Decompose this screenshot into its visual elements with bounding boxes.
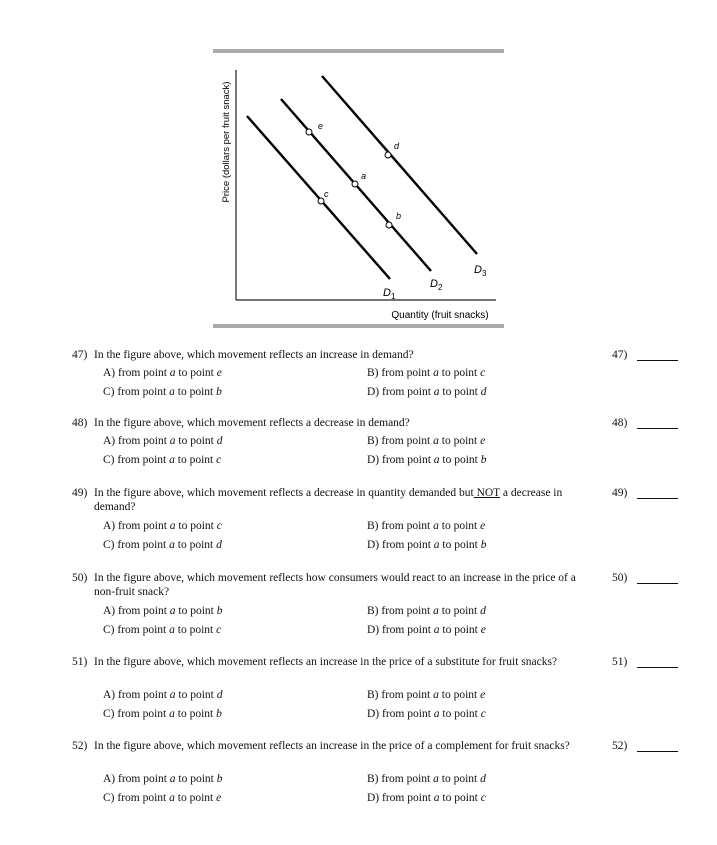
- choice-d[interactable]: D) from point a to point c: [367, 708, 486, 720]
- choice-d[interactable]: D) from point a to point b: [367, 454, 487, 466]
- point-e-marker: [306, 129, 312, 135]
- choice-b[interactable]: B) from point a to point d: [367, 773, 486, 785]
- question-text: In the figure above, which movement reflects a decrease in demand?: [94, 417, 410, 429]
- point-d-marker: [385, 152, 391, 158]
- question-number: 49): [72, 487, 88, 499]
- curve-label-d2: $D_2$: [430, 278, 443, 292]
- answer-number: 52): [612, 740, 628, 752]
- choice-d[interactable]: D) from point a to point e: [367, 624, 486, 636]
- choice-b[interactable]: B) from point a to point e: [367, 689, 486, 701]
- answer-number: 47): [612, 349, 628, 361]
- choice-a[interactable]: A) from point a to point d: [103, 435, 223, 447]
- choice-c[interactable]: C) from point a to point c: [103, 454, 222, 466]
- choice-d[interactable]: D) from point a to point d: [367, 386, 487, 398]
- question-number: 48): [72, 417, 88, 429]
- choice-c[interactable]: C) from point a to point e: [103, 792, 222, 804]
- demand-curves-figure: [0, 0, 717, 340]
- curve-label-d3: $D_3$: [474, 264, 487, 278]
- point-a-label: a: [361, 171, 367, 181]
- choice-c[interactable]: C) from point a to point c: [103, 624, 222, 636]
- choice-a[interactable]: A) from point a to point e: [103, 367, 222, 379]
- question-text: In the figure above, which movement reflects an increase in the price of a substitute for fruit snacks?: [94, 656, 558, 668]
- answer-number: 50): [612, 572, 628, 584]
- x-axis-label: Quantity (fruit snacks): [391, 310, 489, 321]
- answer-blank[interactable]: [637, 498, 678, 499]
- question-number: 50): [72, 572, 88, 584]
- question-text: In the figure above, which movement reflects a decrease in quantity demanded but NOT a decrease in demand?: [94, 487, 563, 513]
- choice-d[interactable]: D) from point a to point b: [367, 539, 487, 551]
- question-number: 47): [72, 349, 88, 361]
- point-c-label: c: [324, 189, 329, 199]
- answer-blank[interactable]: [637, 360, 678, 361]
- question-text: In the figure above, which movement reflects an increase in the price of a complement for fruit snacks?: [94, 740, 570, 752]
- answer-blank[interactable]: [637, 751, 678, 752]
- question-text: In the figure above, which movement reflects an increase in demand?: [94, 349, 414, 361]
- figure-bottom-rule: [213, 324, 504, 328]
- answer-number: 51): [612, 656, 628, 668]
- choice-c[interactable]: C) from point a to point d: [103, 539, 222, 551]
- y-axis-label: Price (dollars per fruit snack): [221, 81, 232, 203]
- answer-blank[interactable]: [637, 428, 678, 429]
- choice-a[interactable]: A) from point a to point b: [103, 605, 223, 617]
- choice-a[interactable]: A) from point a to point b: [103, 773, 223, 785]
- choice-b[interactable]: B) from point a to point e: [367, 435, 486, 447]
- answer-blank[interactable]: [637, 667, 678, 668]
- question-text: In the figure above, which movement reflects how consumers would react to an increase in the price of a non-fruit snack?: [94, 572, 576, 598]
- answer-blank[interactable]: [637, 583, 678, 584]
- question-number: 51): [72, 656, 88, 668]
- figure-top-rule: [213, 49, 504, 53]
- point-b-marker: [386, 222, 392, 228]
- answer-number: 49): [612, 487, 628, 499]
- choice-a[interactable]: A) from point a to point c: [103, 520, 222, 532]
- choice-c[interactable]: C) from point a to point b: [103, 708, 222, 720]
- choice-b[interactable]: B) from point a to point c: [367, 367, 486, 379]
- choice-b[interactable]: B) from point a to point e: [367, 520, 486, 532]
- point-e-label: e: [318, 121, 324, 131]
- question-number: 52): [72, 740, 88, 752]
- choice-d[interactable]: D) from point a to point c: [367, 792, 486, 804]
- choice-a[interactable]: A) from point a to point d: [103, 689, 223, 701]
- point-d-label: d: [394, 141, 400, 151]
- choice-b[interactable]: B) from point a to point d: [367, 605, 486, 617]
- point-b-label: b: [396, 211, 402, 221]
- answer-number: 48): [612, 417, 628, 429]
- emphasis-not: NOT: [473, 487, 500, 499]
- point-a-marker: [352, 181, 358, 187]
- choice-c[interactable]: C) from point a to point b: [103, 386, 222, 398]
- curve-label-d1: $D_1$: [383, 287, 396, 301]
